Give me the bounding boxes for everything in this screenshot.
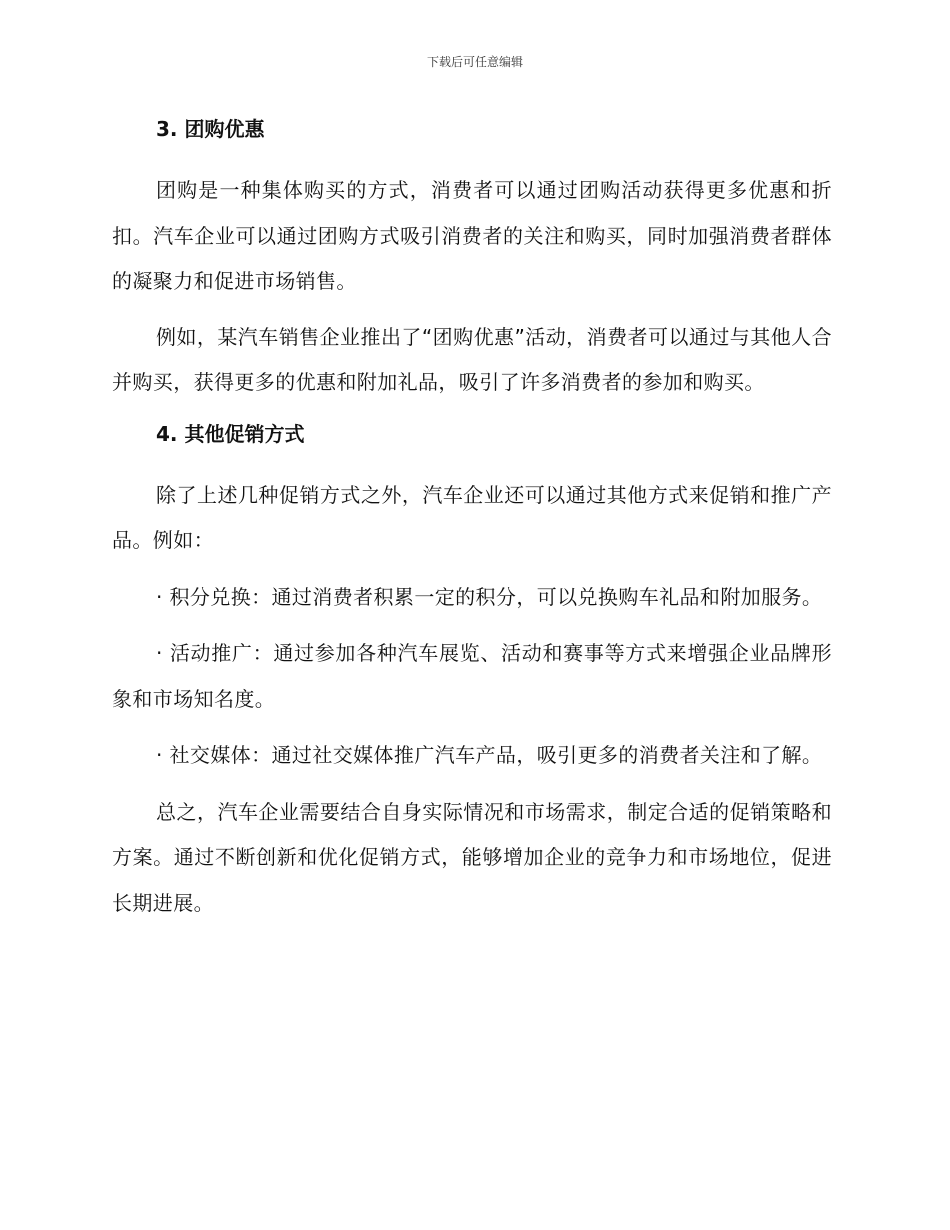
paragraph-group-buying-intro: 团购是一种集体购买的方式，消费者可以通过团购活动获得更多优惠和折扣。汽车企业可以通过团购方式吸引消费者的关注和购买，同时加强消费者群体的凝聚力和促进市场销售。 bbox=[112, 178, 832, 293]
paragraph-other-promotions-intro: 除了上述几种促销方式之外，汽车企业还可以通过其他方式来促销和推广产品。例如： bbox=[112, 482, 832, 552]
section-heading-other-promotions: 4. 其他促销方式 bbox=[156, 421, 305, 446]
section-heading-group-buying: 3. 团购优惠 bbox=[156, 117, 265, 141]
paragraph-conclusion: 总之，汽车企业需要结合自身实际情况和市场需求，制定合适的促销策略和方案。通过不断创新和优化促销方式，能够增加企业的竞争力和市场地位，促进长期进展。 bbox=[112, 799, 832, 915]
page-header: 下载后可任意编辑 bbox=[426, 55, 523, 69]
list-item-points-exchange: · 积分兑换：通过消费者积累一定的积分，可以兑换购车礼品和附加服务。 bbox=[156, 584, 823, 609]
document-body bbox=[112, 110, 832, 926]
paragraph-group-buying-example: 例如，某汽车销售企业推出了“团购优惠”活动，消费者可以通过与其他人合并购买，获得更多的优惠和附加礼品，吸引了许多消费者的参加和购买。 bbox=[112, 324, 832, 394]
list-item-event-promotion: · 活动推广：通过参加各种汽车展览、活动和赛事等方式来增强企业品牌形象和市场知名度。 bbox=[112, 641, 832, 711]
list-item-social-media: · 社交媒体：通过社交媒体推广汽车产品，吸引更多的消费者关注和了解。 bbox=[156, 743, 823, 767]
